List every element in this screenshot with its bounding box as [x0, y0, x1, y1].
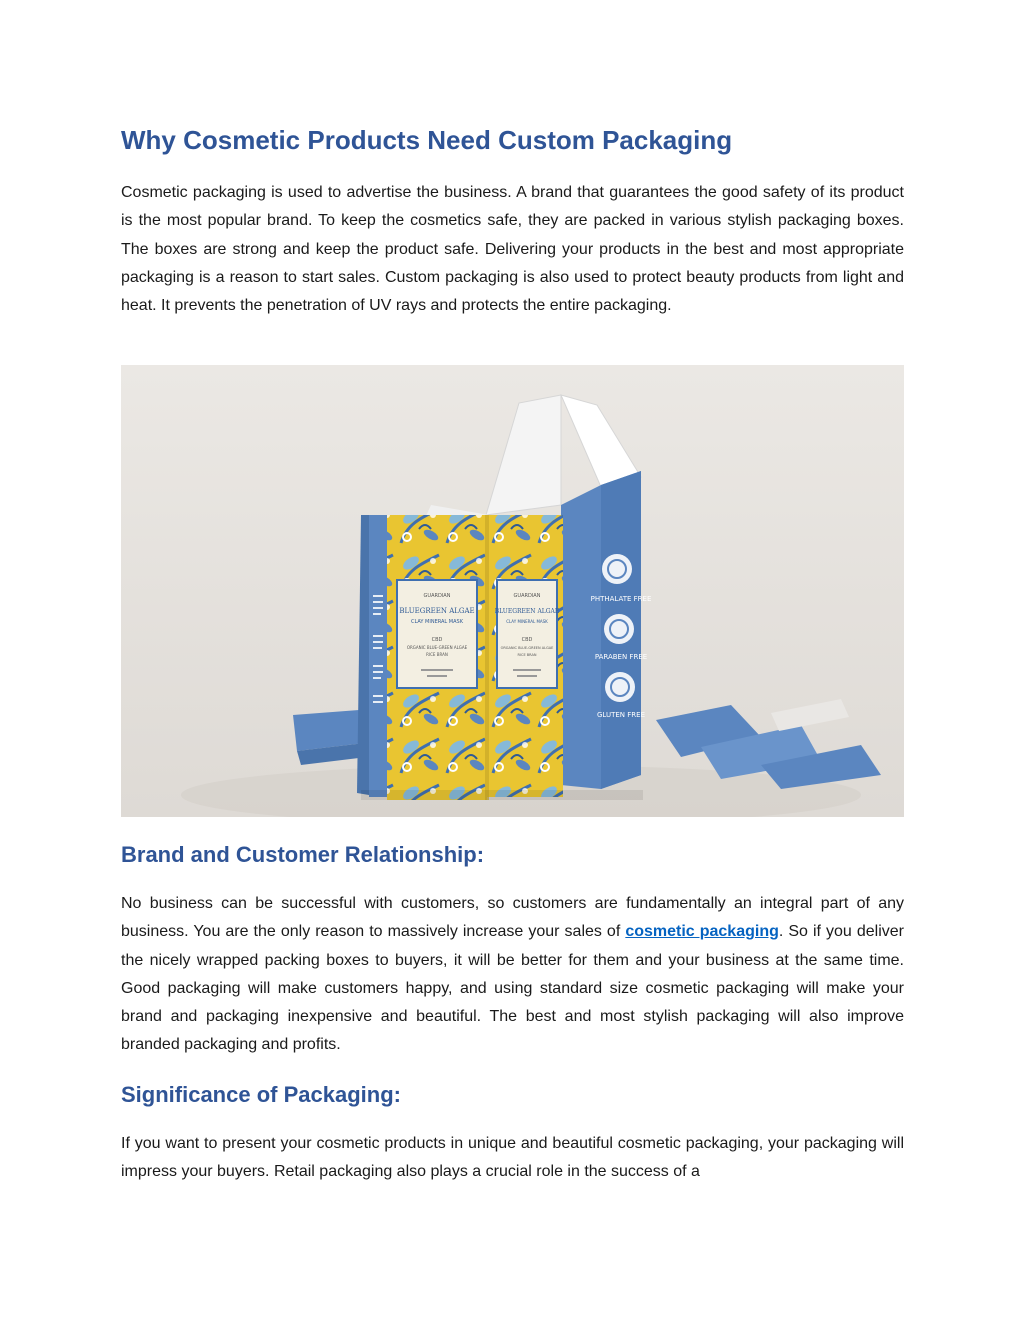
- svg-text:CBD: CBD: [431, 637, 443, 643]
- svg-text:PARABEN FREE: PARABEN FREE: [594, 653, 648, 661]
- brand-customer-paragraph: [121, 890, 904, 1060]
- brand-text-before-link: No business can be successful with customers, so customers are fundamentally an integral part of any business. You are the only reason to massively increase your sales of: [121, 895, 904, 941]
- intro-paragraph: Cosmetic packaging is used to advertise the business. A brand that guarantees the good safety of its product is the most popular brand. To keep the cosmetics safe, they are packed in various stylish packaging boxes. The boxes are strong and keep the product safe. Delivering your products in the best and most appropriate packaging is a reason to start sales. Custom packaging is also used to protect beauty products from light and heat. It prevents the penetration of UV rays and protects the entire packaging.: [121, 184, 904, 315]
- svg-text:ORGANIC BLUE-GREEN ALGAE: ORGANIC BLUE-GREEN ALGAE: [500, 646, 554, 650]
- svg-text:CBD: CBD: [521, 637, 533, 643]
- svg-text:BLUEGREEN ALGAE: BLUEGREEN ALGAE: [494, 608, 560, 615]
- significance-paragraph: If you want to present your cosmetic products in unique and beautiful cosmetic packaging, your packaging will impress your buyers. Retail packaging also plays a crucial role in the success of a: [121, 1135, 904, 1181]
- svg-text:RICE BRAN: RICE BRAN: [517, 653, 537, 657]
- section-heading-significance: Significance of Packaging:: [121, 1082, 401, 1107]
- cosmetic-boxes-photo: [121, 365, 904, 817]
- cosmetic-packaging-link[interactable]: cosmetic packaging: [625, 923, 779, 941]
- left-box-side-panel: [369, 515, 387, 797]
- svg-text:CLAY MINERAL MASK: CLAY MINERAL MASK: [410, 619, 464, 625]
- svg-text:PHTHALATE FREE: PHTHALATE FREE: [590, 595, 652, 603]
- svg-text:RICE BRAN: RICE BRAN: [426, 652, 448, 657]
- svg-text:GUARDIAN: GUARDIAN: [513, 593, 541, 599]
- svg-text:GUARDIAN: GUARDIAN: [423, 593, 451, 599]
- svg-text:BLUEGREEN ALGAE: BLUEGREEN ALGAE: [399, 607, 475, 615]
- svg-text:ORGANIC BLUE-GREEN ALGAE: ORGANIC BLUE-GREEN ALGAE: [406, 645, 468, 650]
- brand-text-after-link: . So if you deliver the nicely wrapped packing boxes to buyers, it will be better for them and your business at the same time. Good packaging will make customers happy, and using standard size cosmetic packaging will make your brand and packaging inexpensive and beautiful. The best and most stylish packaging will also improve branded packaging and profits.: [121, 923, 904, 1054]
- left-box-label: [397, 580, 477, 688]
- section-heading-brand-customer: Brand and Customer Relationship:: [121, 842, 485, 867]
- right-box-label: [495, 580, 560, 688]
- svg-text:CLAY MINERAL MASK: CLAY MINERAL MASK: [506, 619, 548, 624]
- svg-text:GLUTEN FREE: GLUTEN FREE: [597, 711, 645, 719]
- page-title: Why Cosmetic Products Need Custom Packaging: [121, 125, 733, 155]
